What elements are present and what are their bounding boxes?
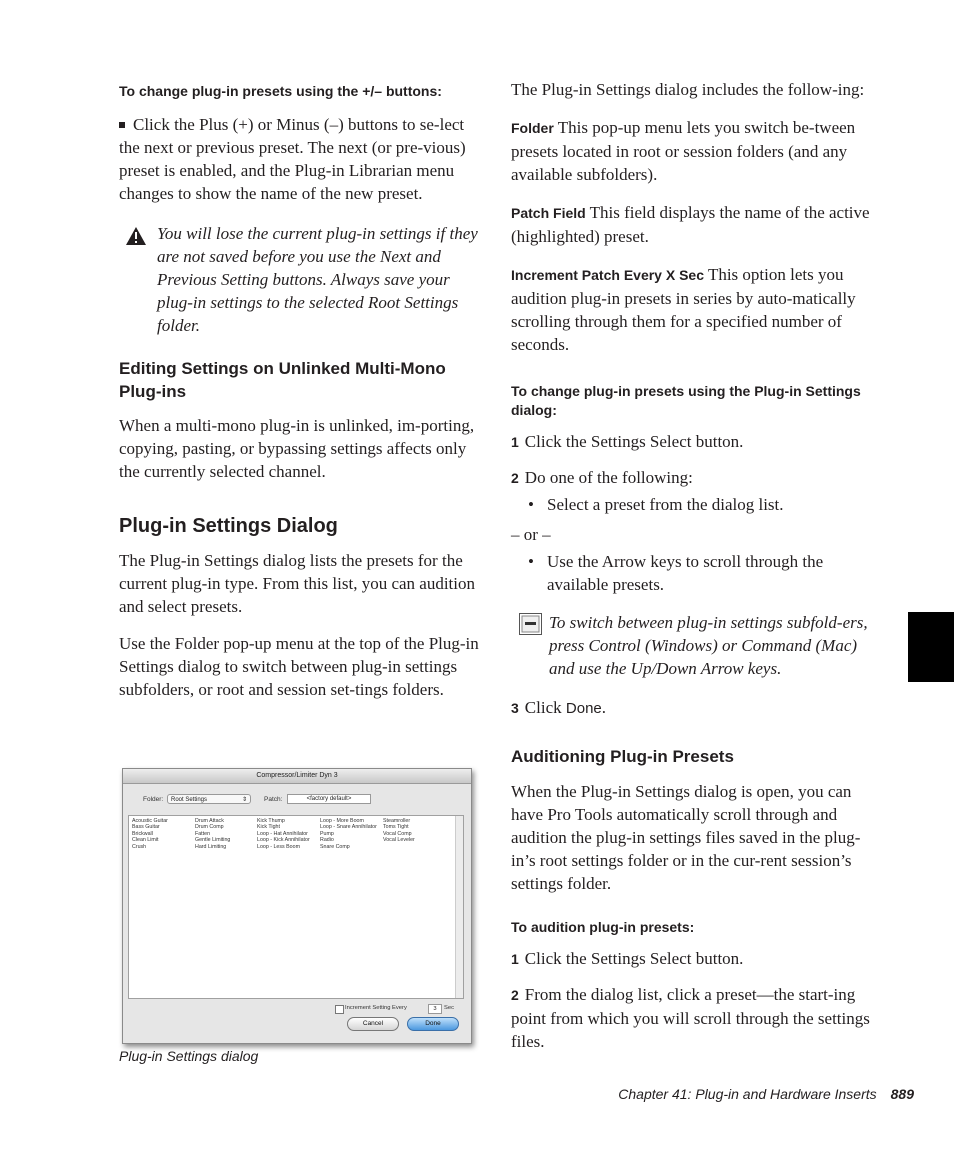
updown-arrows-icon: ⇕ (241, 797, 247, 803)
body-paragraph: The Plug-in Settings dialog lists the presets for the current plug-in type. From this list, you can audition and select presets. (119, 551, 476, 616)
warning-triangle-icon (125, 226, 147, 251)
preset-column[interactable]: Kick Thump Kick Tight Loop - Hat Annihilator Loop - Kick Annihilator Loop - Less Boom (257, 818, 310, 850)
tip-text: To switch between plug-in settings subfold-ers, press Control (Windows) or Command (Mac) and use the Up/Down Arrow keys. (549, 613, 868, 678)
preset-list[interactable] (128, 815, 464, 999)
body-paragraph: When a multi-mono plug-in is unlinked, im-porting, copying, pasting, or bypassing settings affects only the currently selected channel. (119, 416, 475, 481)
dialog-title: Compressor/Limiter Dyn 3 (123, 769, 471, 784)
subsection-heading: Editing Settings on Unlinked Multi-Mono Plug-ins (119, 359, 446, 401)
right-column (511, 78, 871, 1053)
procedure-heading: To audition plug-in presets: (511, 919, 695, 935)
procedure-step: Click the Plus (+) or Minus (–) buttons to se-lect the next or previous preset. The next (or pre-vious) preset is enabled, and the Plug-in Librarian menu changes to show the name of the new preset. (119, 115, 466, 203)
preset-column[interactable]: Drum Attack Drum Comp Fatten Gentle Limiting Hard Limiting (195, 818, 231, 850)
procedure-step: 2 Do one of the following: (511, 468, 693, 487)
procedure-heading: To change plug-in presets using the +/– buttons: (119, 83, 442, 99)
procedure-step: 1 Click the Settings Select button. (511, 949, 744, 968)
square-bullet-icon (119, 122, 125, 128)
tip-note (511, 611, 871, 680)
body-paragraph: The Plug-in Settings dialog includes the follow-ing: (511, 80, 865, 99)
list-scrollbar[interactable] (455, 816, 463, 998)
page-number: 889 (890, 1086, 914, 1102)
definition-patch-field: Patch Field This field displays the name of the active (highlighted) preset. (511, 203, 870, 246)
patch-label: Patch: (264, 796, 283, 803)
definition-folder: Folder This pop-up menu lets you switch be-tween presets located in root or session folders (and any available subfolders). (511, 118, 856, 184)
preset-column[interactable]: Loop - More Boom Loop - Snare Annihilator Pump Radio Snare Comp (320, 818, 377, 850)
seconds-label: Sec (444, 1005, 454, 1011)
figure-caption: Plug-in Settings dialog (119, 1048, 259, 1064)
plugin-settings-dialog-figure (122, 768, 472, 1044)
procedure-step: 2 From the dialog list, click a preset—the start-ing point from which you will scroll through the settings files. (511, 985, 870, 1051)
warning-note (119, 222, 479, 337)
increment-label: Increment Setting Every (345, 1005, 407, 1011)
left-column (119, 78, 479, 701)
cancel-button[interactable]: Cancel (347, 1017, 399, 1031)
bullet-item: • Select a preset from the dialog list. (511, 493, 871, 516)
subsection-heading: Auditioning Plug-in Presets (511, 747, 734, 766)
increment-checkbox[interactable] (335, 1005, 344, 1014)
warning-text: You will lose the current plug-in settings if they are not saved before you use the Next and Previous Setting buttons. Always save your plug-in settings to the selected Root Settings folder. (157, 224, 478, 335)
definition-increment: Increment Patch Every X Sec This option lets you audition plug-in presets in series by auto-matically scrolling through them for a specified number of seconds. (511, 265, 856, 354)
body-paragraph: Use the Folder pop-up menu at the top of the Plug-in Settings dialog to switch between plug-in settings subfolders, or root and session set-tings folders. (119, 634, 479, 699)
procedure-step: 3 Click Done. (511, 698, 606, 717)
folder-label: Folder: (143, 796, 164, 803)
procedure-heading: To change plug-in presets using the Plug-in Settings dialog: (511, 383, 861, 418)
shortcut-note-icon (519, 613, 542, 640)
procedure-step: 1 Click the Settings Select button. (511, 432, 744, 451)
bullet-item: • Use the Arrow keys to scroll through the available presets. (511, 550, 871, 596)
section-heading: Plug-in Settings Dialog (119, 515, 338, 537)
or-separator: – or – (511, 525, 551, 544)
preset-column[interactable]: Acoustic Guitar Bass Guitar Brickwall Clean Limit Crush (132, 818, 168, 850)
body-paragraph: When the Plug-in Settings dialog is open, you can have Pro Tools automatically scroll through and audition the plug-in settings files saved in the plug-in’s root settings folder or in the cur-rent session’s settings folder. (511, 782, 861, 893)
preset-column[interactable]: Steamroller Toms Tight Vocal Comp Vocal Leveler (383, 818, 415, 844)
done-button[interactable]: Done (407, 1017, 459, 1031)
chapter-title: Chapter 41: Plug-in and Hardware Inserts (618, 1086, 877, 1102)
folder-popup[interactable]: Root Settings ⇕ (167, 794, 251, 804)
patch-field[interactable]: <factory default> (287, 794, 371, 804)
chapter-thumb-tab (908, 612, 954, 682)
page-footer (596, 1086, 914, 1102)
increment-seconds-field[interactable]: 3 (428, 1004, 442, 1014)
